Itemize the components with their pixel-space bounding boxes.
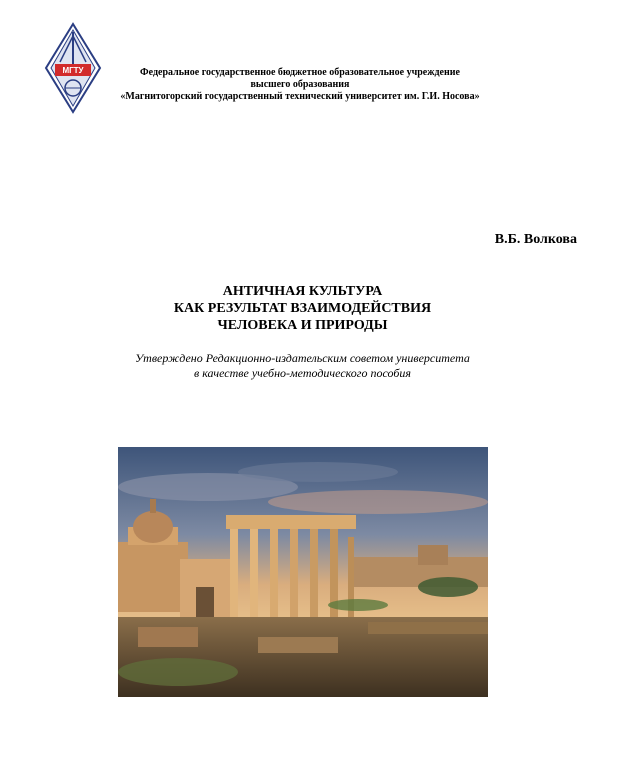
author-name: В.Б. Волкова [494,232,577,247]
university-logo [44,22,102,114]
org-line-2: высшего образования [250,79,350,90]
logo-text: МГТУ [62,66,84,75]
approval-note [60,351,545,381]
cover-photo [118,447,488,697]
title-line-3: ЧЕЛОВЕКА И ПРИРОДЫ [217,318,388,333]
book-title [60,283,545,334]
org-line-3: «Магнитогорский государственный технический университет им. Г.И. Носова» [120,91,480,102]
roman-forum-illustration [118,447,488,697]
title-line-1: АНТИЧНАЯ КУЛЬТУРА [222,284,383,299]
org-line-1: Федеральное государственное бюджетное образовательное учреждение [140,67,460,78]
organization-header [100,67,500,103]
approval-line-1: Утверждено Редакционно-издательским советом университета [135,351,470,365]
approval-line-2: в качестве учебно-методического пособия [194,366,411,380]
title-line-2: КАК РЕЗУЛЬТАТ ВЗАИМОДЕЙСТВИЯ [173,301,432,316]
